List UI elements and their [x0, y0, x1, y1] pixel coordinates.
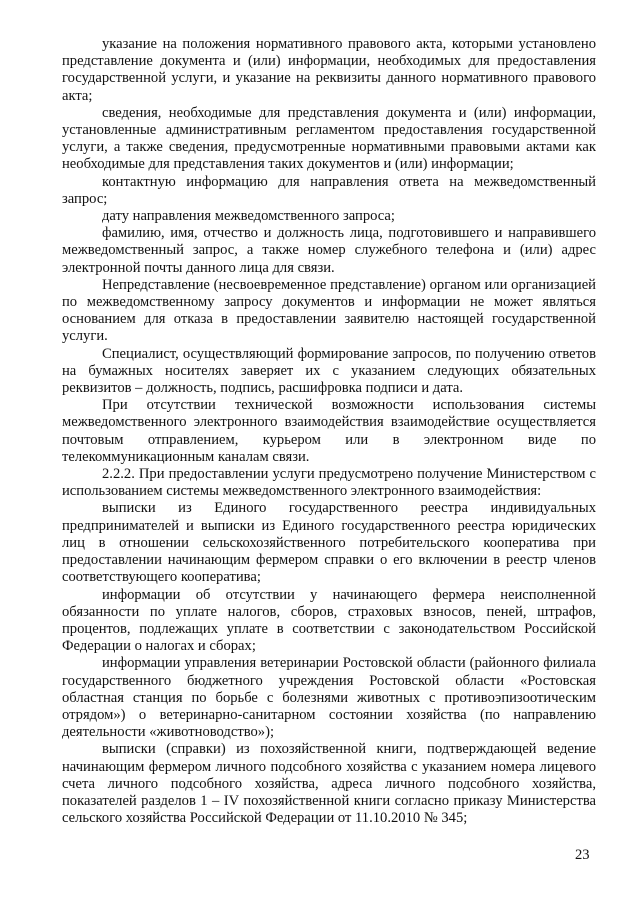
paragraph: сведения, необходимые для представления документа и (или) информации, установленные административным регламентом предоставления государственной услуги, а также сведения, предусмотренные нормативными правовыми актами как необходимые для представления таких документов и (или) информации;: [62, 104, 596, 173]
paragraph: информации управления ветеринарии Ростовской области (районного филиала государственного бюджетного учреждения Ростовской области «Ростовская областная станция по борьбе с болезнями животных с противоэпизоотическим отрядом») о ветеринарно-санитарном состоянии хозяйства (по направлению деятельности «животноводство»);: [62, 655, 596, 741]
body-text: [62, 36, 596, 827]
paragraph: контактную информацию для направления ответа на межведомственный запрос;: [62, 173, 596, 207]
paragraph: дату направления межведомственного запроса;: [102, 208, 395, 225]
page-number: 23: [575, 847, 590, 863]
paragraph: выписки из Единого государственного реестра индивидуальных предпринимателей и выписки из Единого государственного реестра юридических лиц в отношении сельскохозяйственного потребительского кооператива при предоставлении начинающим фермером справки о его включении в реестр членов соответствующего кооператива;: [62, 500, 596, 586]
paragraph: фамилию, имя, отчество и должность лица, подготовившего и направившего межведомственный запрос, а также номер служебного телефона и (или) адрес электронной почты данного лица для связи.: [62, 225, 596, 276]
paragraph: При отсутствии технической возможности использования системы межведомственного электронного взаимодействия взаимодействие осуществляется почтовым отправлением, курьером или в электронном виде по телекоммуникационным каналам связи.: [62, 397, 596, 465]
paragraph: выписки (справки) из похозяйственной книги, подтверждающей ведение начинающим фермером личного подсобного хозяйства с указанием номера лицевого счета личного подсобного хозяйства, адреса личного подсобного хозяйства, показателей разделов 1 – IV похозяйственной книги согласно приказу Министерства сельского хозяйства Российской Федерации от 11.10.2010 № 345;: [62, 741, 596, 827]
paragraph: информации об отсутствии у начинающего фермера неисполненной обязанности по уплате налогов, сборов, страховых взносов, пеней, штрафов, процентов, подлежащих уплате в соответствии с законодательством Российской Федерации о налогах и сборах;: [62, 586, 596, 655]
section-paragraph: 2.2.2. При предоставлении услуги предусмотрено получение Министерством с использованием системы межведомственного электронного взаимодействия:: [62, 466, 596, 500]
paragraph: Специалист, осуществляющий формирование запросов, по получению ответов на бумажных носителях заверяет их с указанием следующих обязательных реквизитов – должность, подпись, расшифровка подписи и дата.: [62, 345, 596, 397]
paragraph: Непредставление (несвоевременное представление) органом или организацией по межведомственному запросу документов и информации не может являться основанием для отказа в предоставлении заявителю настоящей государственной услуги.: [62, 276, 596, 345]
paragraph: указание на положения нормативного правового акта, которыми установлено представление документа и (или) информации, необходимых для предоставления государственной услуги, и указание на реквизиты данного нормативного правового акта;: [62, 36, 596, 104]
